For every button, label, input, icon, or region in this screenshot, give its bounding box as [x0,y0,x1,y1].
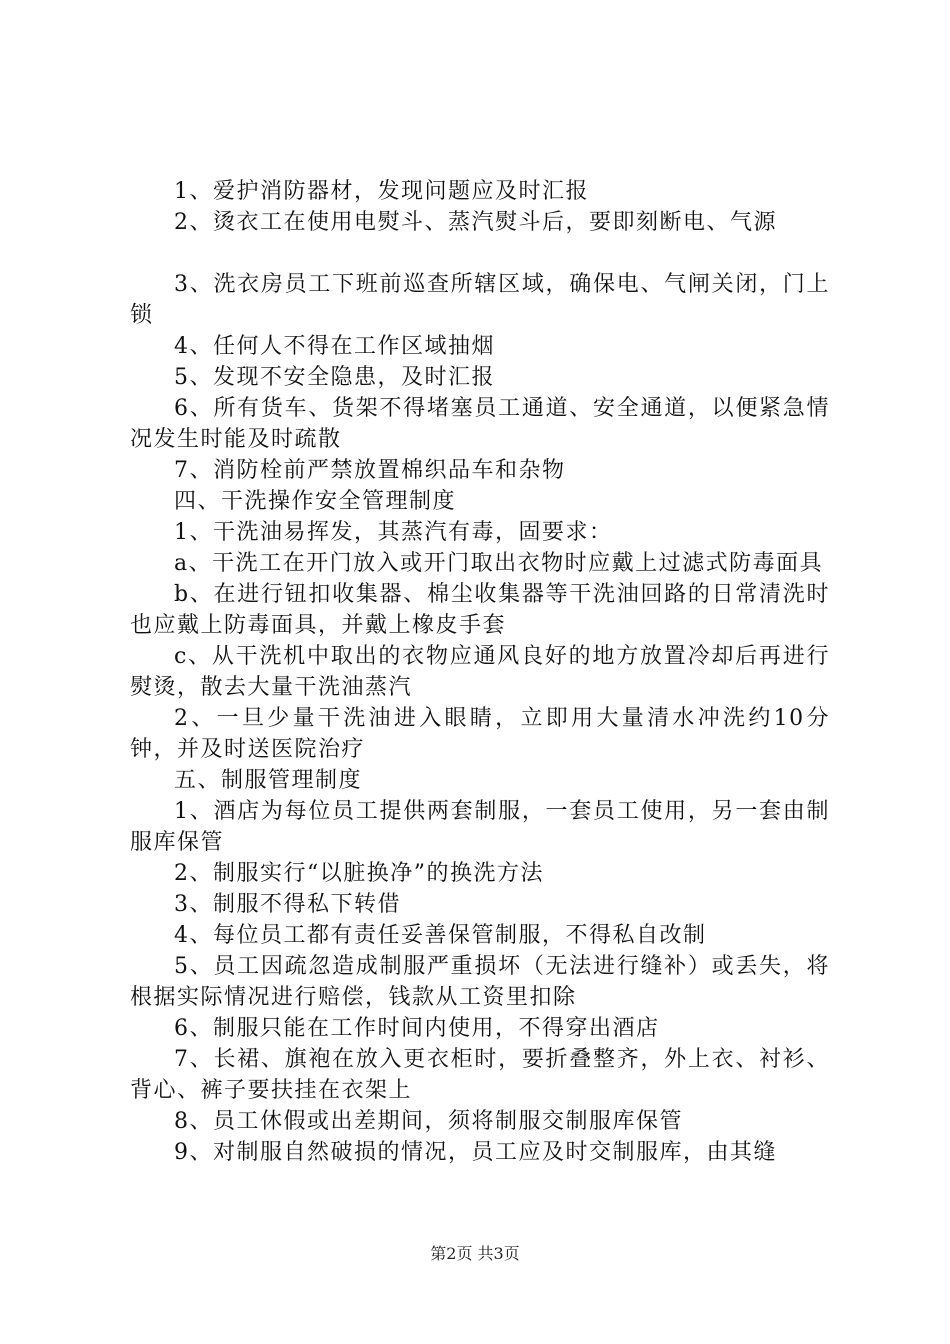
paragraph: 4、每位员工都有责任妥善保管制服，不得私自改制 [174,923,707,948]
paragraph: 1、干洗油易挥发，其蒸汽有毒，固要求： [174,520,613,545]
paragraph: 1、爱护消防器材，发现问题应及时汇报 [174,179,589,204]
paragraph: 7、消防栓前严禁放置棉织品车和杂物 [174,458,566,483]
paragraph: 2、烫衣工在使用电熨斗、蒸汽熨斗后，要即刻断电、气源 [174,210,777,235]
paragraph: a、干洗工在开门放入或开门取出衣物时应戴上过滤式防毒面具 [174,551,824,576]
paragraph: 4、任何人不得在工作区域抽烟 [174,334,495,359]
document-body [130,176,830,1168]
paragraph: 6、制服只能在工作时间内使用，不得穿出酒店 [174,1016,660,1041]
paragraph: c、从干洗机中取出的衣物应通风良好的地方放置冷却后再进行熨烫，散去大量干洗油蒸汽 [130,644,830,700]
section-heading: 五、制服管理制度 [174,768,363,793]
paragraph: b、在进行钮扣收集器、棉尘收集器等干洗油回路的日常清洗时也应戴上防毒面具，并戴上橡皮手套 [130,582,830,638]
paragraph: 3、洗衣房员工下班前巡查所辖区域，确保电、气闸关闭，门上锁 [130,272,830,328]
paragraph: 5、发现不安全隐患，及时汇报 [174,365,495,390]
paragraph: 9、对制服自然破损的情况，员工应及时交制服库，由其缝 [174,1140,777,1165]
section-heading: 四、干洗操作安全管理制度 [174,489,457,514]
paragraph: 7、长裙、旗袍在放入更衣柜时，要折叠整齐，外上衣、衬衫、背心、裤子要扶挂在衣架上 [130,1047,830,1103]
page-number-footer: 第2页 共3页 [430,1244,520,1263]
paragraph: 3、制服不得私下转借 [174,892,401,917]
paragraph: 2、一旦少量干洗油进入眼睛，立即用大量清水冲洗约10分钟，并及时送医院治疗 [130,706,830,762]
paragraph: 8、员工休假或出差期间，须将制服交制服库保管 [174,1109,683,1134]
paragraph: 6、所有货车、货架不得堵塞员工通道、安全通道，以便紧急情况发生时能及时疏散 [130,396,830,452]
paragraph: 2、制服实行“以脏换净”的换洗方法 [174,861,544,886]
paragraph: 1、酒店为每位员工提供两套制服，一套员工使用，另一套由制服库保管 [130,799,830,855]
paragraph: 5、员工因疏忽造成制服严重损坏（无法进行缝补）或丢失，将根据实际情况进行赔偿，钱款从工资里扣除 [130,954,830,1010]
